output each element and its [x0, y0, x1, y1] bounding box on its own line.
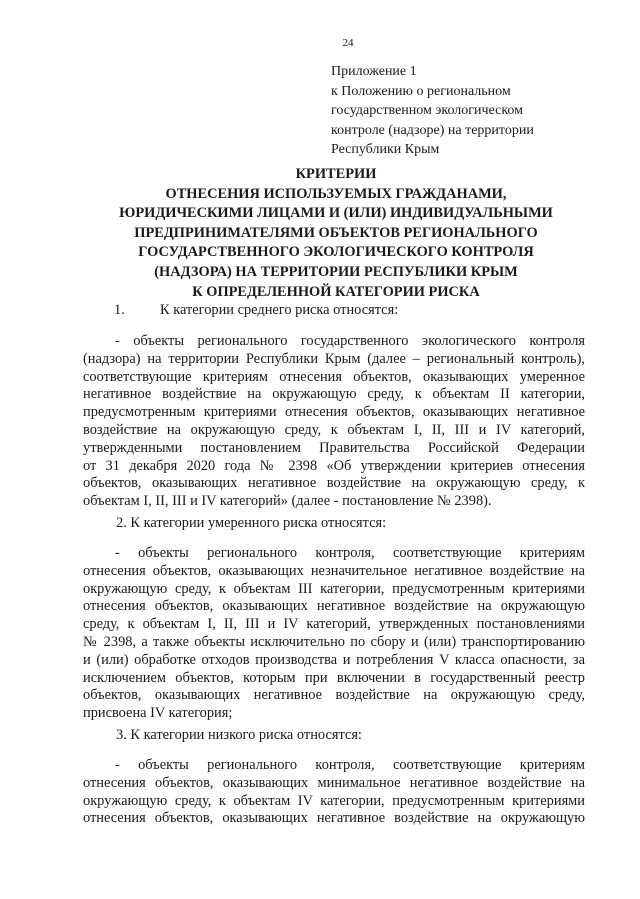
title-line: ОТНЕСЕНИЯ ИСПОЛЬЗУЕМЫХ ГРАЖДАНАМИ,: [165, 185, 507, 202]
paragraph-line: предусмотренным критериями отнесения объектов, оказывающих негативное: [83, 404, 585, 421]
title-line: ЮРИДИЧЕСКИМИ ЛИЦАМИ И (ИЛИ) ИНДИВИДУАЛЬНЫМИ: [119, 205, 553, 222]
paragraph-line: присвоена IV категория;: [83, 705, 233, 722]
appendix-line: к Положению о региональном: [331, 83, 511, 99]
paragraph-line: объектам I, II, III и IV категорий» (далее - постановление № 2398).: [83, 493, 492, 510]
appendix-line: Приложение 1: [331, 64, 417, 79]
paragraph-line: отнесения объектов, оказывающих минимальное негативное воздействие на: [83, 774, 585, 791]
section-3-heading: 3. К категории низкого риска относятся:: [116, 727, 362, 743]
paragraph-line: окружающую среду, к объектам IV категории, предусмотренным критериями: [83, 792, 585, 809]
appendix-line: Республики Крым: [331, 142, 440, 157]
paragraph-line: отнесения объектов, оказывающих негативное воздействие на окружающую: [83, 598, 585, 615]
section-2-heading: 2. К категории умеренного риска относятся:: [116, 515, 387, 531]
appendix-line: государственном экологическом: [331, 103, 524, 118]
section-3-paragraph: [83, 757, 585, 828]
paragraph-line: отнесения объектов, оказывающих негативное воздействие на окружающую: [83, 810, 585, 827]
section-1-paragraph: [83, 333, 585, 511]
section-2-paragraph: [83, 545, 585, 723]
section-1-heading: К категории среднего риска относятся:: [160, 302, 399, 318]
paragraph-line: - объекты регионального государственного экологического контроля: [115, 333, 585, 349]
paragraph-line: (надзора) на территории Республики Крым (далее – региональный контроль),: [83, 350, 585, 367]
appendix-line: контроле (надзоре) на территории: [331, 122, 534, 138]
appendix-note: [331, 62, 591, 160]
paragraph-line: утвержденными постановлением Правительства Российской Федерации: [83, 439, 585, 456]
paragraph-line: - объекты регионального контроля, соответствующие критериям: [115, 757, 585, 773]
paragraph-line: среду, к объектам I, II, III и IV категорий, утвержденных постановлениями: [83, 616, 585, 633]
paragraph-line: отнесения объектов, оказывающих незначительное негативное воздействие на: [83, 562, 585, 579]
paragraph-line: соответствующие критериям отнесения объектов, оказывающих умеренное: [83, 368, 585, 385]
title-line: (НАДЗОРА) НА ТЕРРИТОРИИ РЕСПУБЛИКИ КРЫМ: [154, 263, 518, 280]
paragraph-line: воздействие на окружающую среду, к объектам I, II, III и IV категорий,: [83, 421, 585, 438]
title-line: ПРЕДПРИНИМАТЕЛЯМИ ОБЪЕКТОВ РЕГИОНАЛЬНОГО: [134, 224, 538, 241]
paragraph-line: и (или) обработке отходов производства и потребления V класса опасности, за: [83, 651, 585, 668]
paragraph-line: объектов, оказывающих негативное воздействие на окружающую среду, к: [83, 475, 585, 492]
paragraph-line: негативное воздействие на окружающую среду, к объектам II категории,: [83, 386, 585, 403]
paragraph-line: № 2398, а также объекты исключительно по сбору и (или) транспортированию: [83, 633, 585, 650]
paragraph-line: от 31 декабря 2020 года № 2398 «Об утверждении критериев отнесения: [83, 457, 585, 474]
title-line: К ОПРЕДЕЛЕННОЙ КАТЕГОРИИ РИСКА: [192, 283, 480, 300]
section-1-number: 1.: [114, 302, 125, 318]
paragraph-line: окружающую среду, к объектам III категории, предусмотренным критериями: [83, 580, 585, 597]
paragraph-line: - объекты регионального контроля, соответствующие критериям: [115, 545, 585, 561]
document-title: [80, 165, 592, 302]
page-number: 24: [342, 37, 354, 49]
title-line: ГОСУДАРСТВЕННОГО ЭКОЛОГИЧЕСКОГО КОНТРОЛЯ: [138, 244, 534, 261]
title-line: КРИТЕРИИ: [295, 166, 377, 182]
paragraph-line: объектов, оказывающих негативное воздействие на окружающую среду,: [83, 687, 585, 704]
paragraph-line: исключением объектов, которым при включении в государственный реестр: [83, 669, 585, 686]
